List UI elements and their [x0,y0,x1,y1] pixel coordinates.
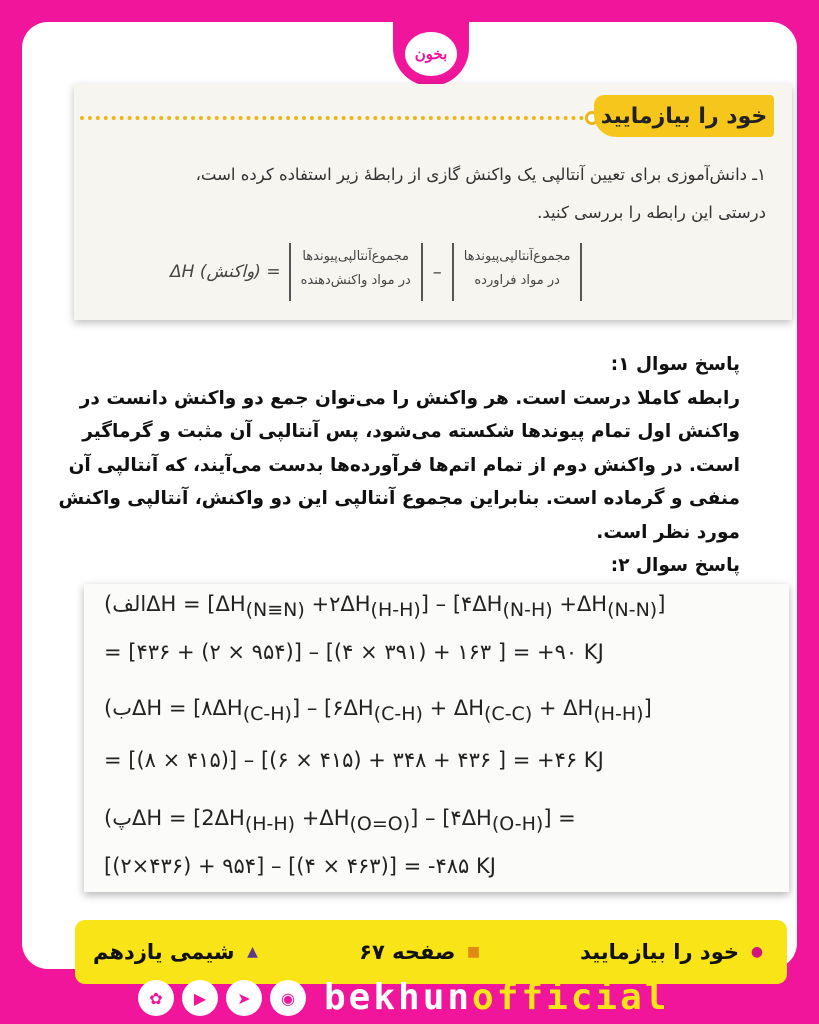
answer-q1-line: است. در واکنش دوم از تمام اتم‌ها فرآورده‌ها بدست می‌آیند، که آنتالپی آن [68,454,740,476]
social-bar [138,978,669,1018]
answer-q1-line: منفی و گرماده است. بنابراین مجموع آنتالپی این دو واکنش، آنتالپی واکنش [58,488,740,509]
film-reel-icon[interactable]: ✿ [138,980,174,1016]
footer-page [359,940,485,964]
calculation-card [84,584,789,892]
calc-sub: (H-H) [370,599,421,622]
calc-text: ΔH = [ΔH [146,592,246,616]
calc-text: +۲ΔH [304,592,371,616]
formula-minus: – [432,261,442,283]
calc-sub: (O-H) [491,813,544,836]
formula-lhs: ΔH (واکنش) = [170,262,281,282]
logo-mark-icon: بخون [405,32,457,76]
footer-section-title [580,940,769,964]
youtube-icon[interactable]: ▶ [182,980,218,1016]
question-line-1: ۱ـ دانش‌آموزی برای تعیین آنتالپی یک واکنش گازی از رابطهٔ زیر استفاده کرده است، [195,165,766,184]
question-line-2: درستی این رابطه را بررسی کنید. [537,203,766,222]
calc-sub: (N-N) [607,599,658,622]
calc-text: ] – [۶ΔH [291,696,374,720]
footer-section-label: خود را بیازمایید [580,940,739,964]
calc-sub: (H-H) [593,703,644,726]
bracket-products-bottom: در مواد فراورده [474,273,560,288]
brand-part-2: official [472,977,670,1018]
calc-b-label: (ب [104,696,132,720]
enthalpy-formula [170,242,690,302]
formula-bracket-products [452,243,583,301]
content-page [22,22,797,969]
person-icon: ● [750,944,764,960]
answer-q1-line: رابطه کاملا درست است. هر واکنش را می‌توان جمع دو واکنش دانست در [79,387,740,409]
calc-sub: (N≡N) [245,599,305,622]
calc-text: +ΔH [552,592,608,616]
calc-text: ] [657,592,666,616]
calc-text: ] – [۴ΔH [410,806,492,830]
open-book-icon: ■ [466,944,481,960]
calc-a-line-1 [104,592,665,621]
calc-text: +ΔH [295,806,350,830]
bracket-reactants-bottom: در مواد واکنش‌دهنده [300,273,411,288]
calc-sub: (C-H) [373,703,423,726]
calc-a-line-2: = [۴۳۶ + (۲ × ۹۵۴)] – [(۴ × ۳۹۱) + ۱۶۳ ] = +۹۰ KJ [104,640,604,664]
calc-sub: (N-H) [502,599,553,622]
calc-b-line-2: = [(۸ × ۴۱۵)] – [(۶ × ۴۱۵) + ۳۴۸ + ۴۳۶ ] = +۴۶ KJ [104,748,604,772]
answer-q2-title: پاسخ سوال ۲: [610,555,740,576]
formula-bracket-reactants [289,243,423,301]
brand-part-1: bekhun [324,977,473,1018]
brand-handle[interactable] [324,978,669,1018]
calc-b-line-1 [104,696,652,725]
answer-q1-line: واکنش اول تمام پیوندها شکسته می‌شود، پس آنتالپی آن مثبت و گرماگیر [82,421,740,442]
question-text [106,156,766,232]
calc-text: + ΔH [532,696,594,720]
question-card [74,84,792,320]
bracket-products-top: مجموع‌آنتالپی‌پیوندها [463,249,571,264]
footer-subject-label: شیمی یازدهم [93,940,235,964]
bracket-reactants-top: مجموع‌آنتالپی‌پیوندها [302,249,410,264]
telegram-icon[interactable]: ➤ [226,980,262,1016]
calc-text: ] = [543,806,576,830]
header-dotted-line [80,116,592,120]
calc-c-line-1 [104,806,576,835]
calc-c-label: (پ [104,806,132,830]
answer-text [40,348,740,583]
calc-text: ΔH = [2ΔH [131,806,245,830]
calc-c-line-2: [(۲×۴۳۶) + ۹۵۴] – [(۴ × ۴۶۳)] = -۴۸۵ KJ [104,854,496,878]
graduation-cap-icon: ▲ [247,944,258,960]
footer-subject [93,940,265,964]
footer-page-label: صفحه ۶۷ [359,940,456,964]
calc-text: + ΔH [422,696,485,720]
answer-q1-title: پاسخ سوال ۱: [610,354,740,375]
calc-sub: (O=O) [349,813,411,836]
calc-text: ] [643,696,652,720]
footer-info-bar [75,920,787,984]
answer-q1-line: مورد نظر است. [596,521,740,543]
calc-sub: (C-C) [484,703,533,726]
calc-sub: (H-H) [244,813,296,836]
bekhun-logo [393,22,469,86]
calc-a-label: (الف [104,592,147,616]
calc-text: ΔH = [۸ΔH [131,696,243,720]
instagram-icon[interactable]: ◉ [270,980,306,1016]
calc-sub: (C-H) [242,703,292,726]
calc-text: ] – [۴ΔH [420,592,503,616]
question-header: خود را بیازمایید [594,95,774,137]
